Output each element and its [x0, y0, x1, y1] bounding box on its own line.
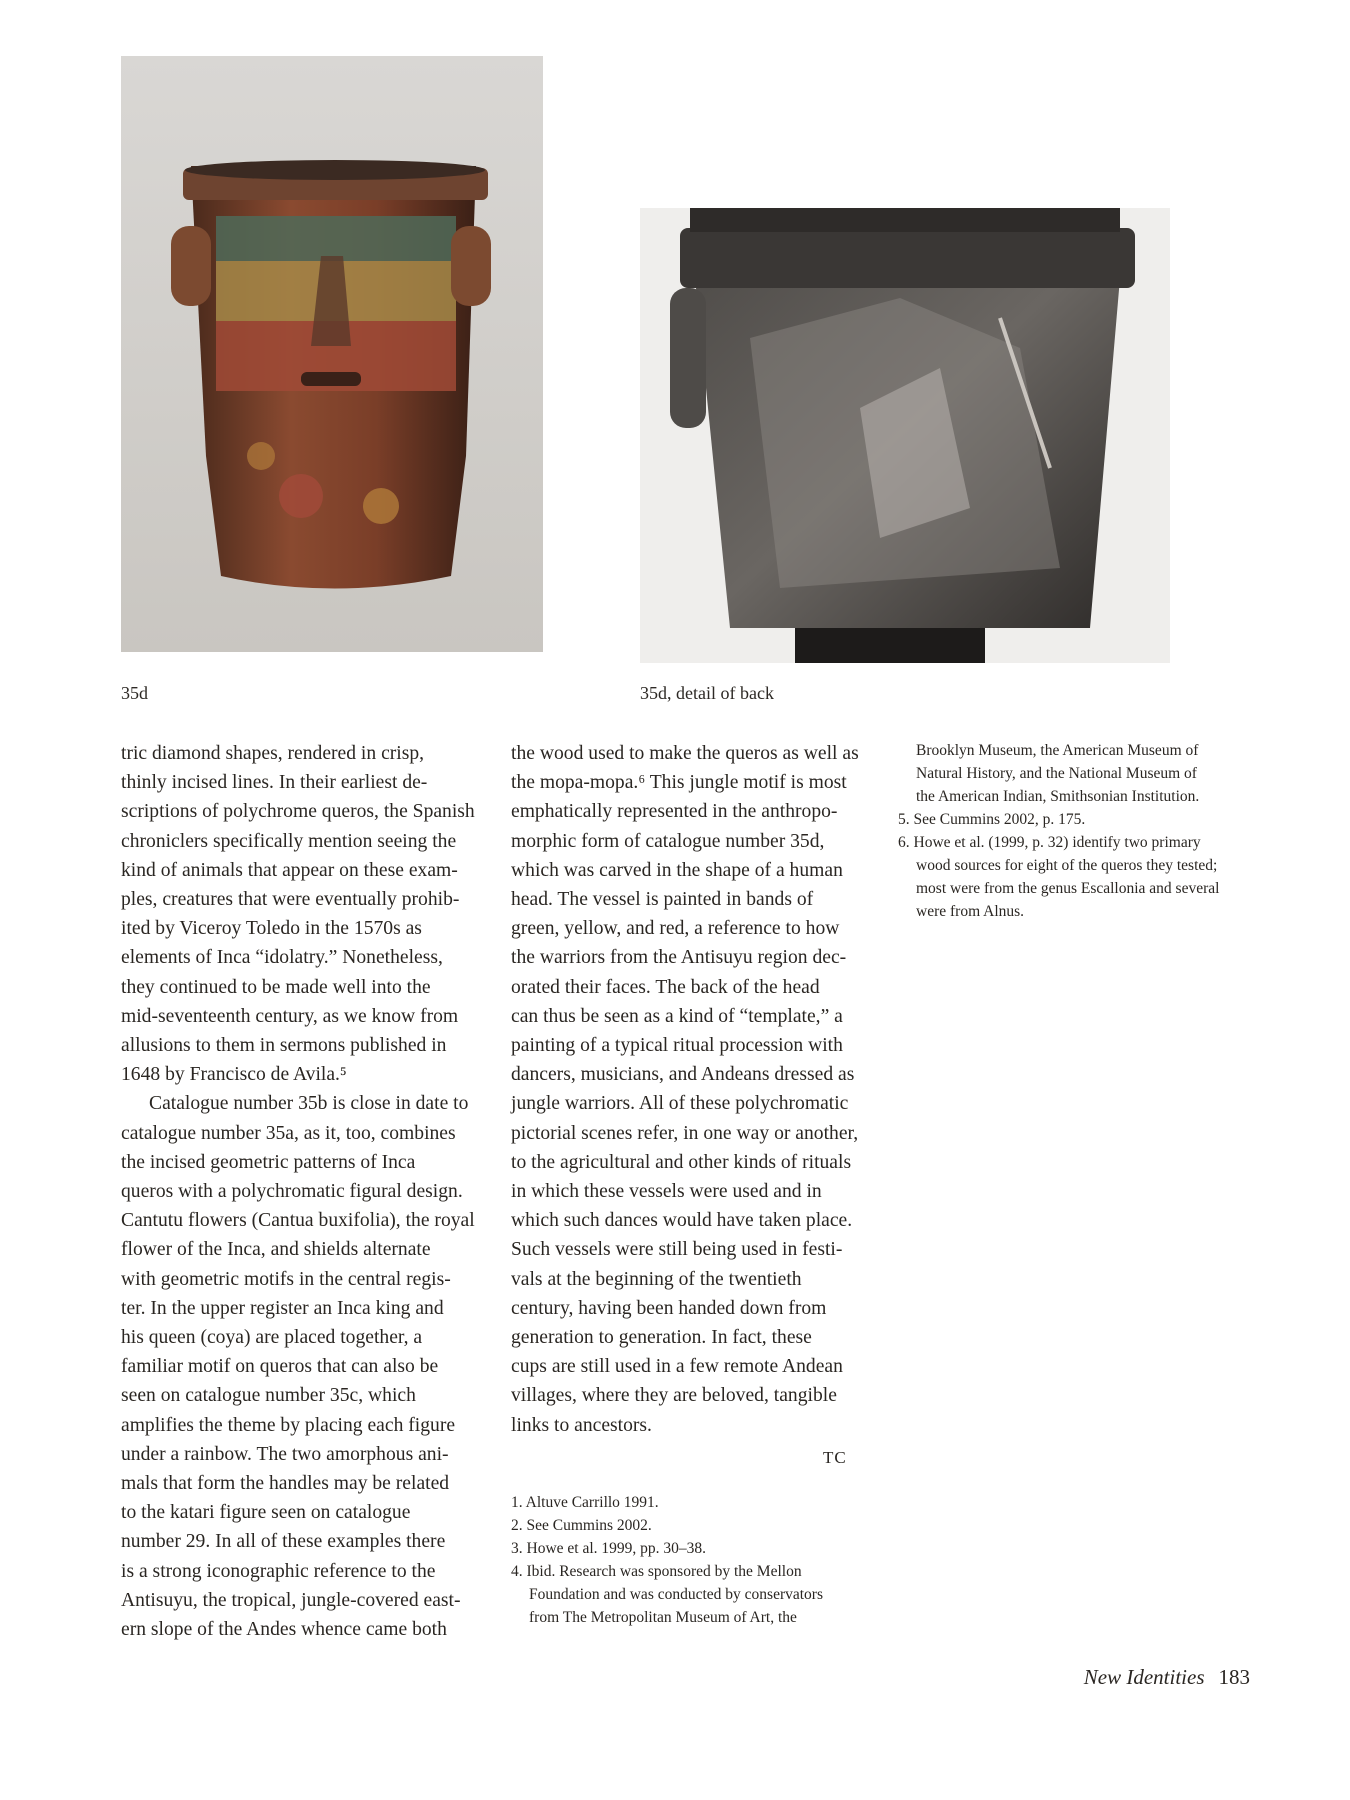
paragraph-1: [121, 739, 473, 1089]
text-line: emphatically represented in the anthropo-: [511, 801, 838, 823]
text-line: flower of the Inca, and shields alternate: [121, 1239, 431, 1261]
endnote-text: were from Alnus.: [916, 903, 1025, 920]
text-line: allusions to them in sermons published in: [121, 1035, 447, 1057]
endnotes-continued: [898, 739, 1248, 923]
text-line: is a strong iconographic reference to the: [121, 1560, 436, 1582]
endnote-text: Howe et al. 1999, pp. 30–38.: [526, 1540, 707, 1557]
text-line: the mopa-mopa.⁶ This jungle motif is most: [511, 772, 847, 794]
endnote-text: Natural History, and the National Museum of: [916, 765, 1197, 782]
text-line: thinly incised lines. In their earliest de-: [121, 772, 428, 794]
endnote-text: the American Indian, Smithsonian Institution.: [916, 788, 1200, 805]
text-line: scriptions of polychrome queros, the Spanish: [121, 801, 475, 823]
endnote-text: See Cummins 2002.: [526, 1517, 652, 1534]
endnote-text: Ibid. Research was sponsored by the Mellon: [526, 1563, 802, 1580]
text-line: amplifies the theme by placing each figure: [121, 1414, 456, 1436]
endnote-number: 5.: [898, 811, 910, 828]
text-line: links to ancestors.: [511, 1414, 652, 1436]
endnote: [511, 1491, 871, 1514]
text-line: morphic form of catalogue number 35d,: [511, 830, 825, 852]
text-line: number 29. In all of these examples there: [121, 1531, 446, 1553]
text-line: the incised geometric patterns of Inca: [121, 1151, 416, 1173]
text-line: generation to generation. In fact, these: [511, 1327, 812, 1349]
text-line: kind of animals that appear on these exam-: [121, 859, 458, 881]
body-column-1: [121, 739, 473, 1644]
text-line: Catalogue number 35b is close in date to: [149, 1093, 469, 1115]
text-line: mals that form the handles may be related: [121, 1473, 450, 1495]
text-line: ited by Viceroy Toledo in the 1570s as: [121, 918, 422, 940]
figure-caption-left: 35d: [121, 683, 148, 703]
text-line: which was carved in the shape of a human: [511, 859, 843, 881]
paragraph-2: [121, 1089, 473, 1644]
endnote-text: Foundation and was conducted by conservators: [529, 1586, 824, 1603]
text-line: Antisuyu, the tropical, jungle-covered east-: [121, 1589, 461, 1611]
endnote-text: wood sources for eight of the queros they tested;: [916, 857, 1218, 874]
text-line: ples, creatures that were eventually prohib-: [121, 889, 460, 911]
text-line: villages, where they are beloved, tangible: [511, 1385, 837, 1407]
text-line: his queen (coya) are placed together, a: [121, 1327, 423, 1349]
text-line: green, yellow, and red, a reference to how: [511, 918, 840, 940]
text-line: Such vessels were still being used in festi-: [511, 1239, 843, 1261]
text-line: which such dances would have taken place.: [511, 1210, 853, 1232]
endnote-text: Altuve Carrillo 1991.: [525, 1494, 659, 1511]
page-footer: [1084, 1665, 1250, 1690]
endnote-number: 3.: [511, 1540, 523, 1557]
text-line: head. The vessel is painted in bands of: [511, 889, 814, 911]
text-line: ern slope of the Andes whence came both: [121, 1619, 447, 1641]
text-line: 1648 by Francisco de Avila.⁵: [121, 1064, 347, 1086]
endnote-text: most were from the genus Escallonia and several: [916, 880, 1220, 897]
text-line: jungle warriors. All of these polychromatic: [511, 1093, 849, 1115]
endnote-number: 2.: [511, 1517, 523, 1534]
text-line: familiar motif on queros that can also be: [121, 1356, 439, 1378]
text-line: mid-seventeenth century, as we know from: [121, 1005, 459, 1027]
endnote: [511, 1537, 871, 1560]
text-line: seen on catalogue number 35c, which: [121, 1385, 416, 1407]
text-line: to the agricultural and other kinds of rituals: [511, 1151, 852, 1173]
endnotes-list: [511, 1491, 871, 1629]
text-line: catalogue number 35a, as it, too, combines: [121, 1122, 456, 1144]
endnote-text: See Cummins 2002, p. 175.: [913, 811, 1086, 828]
text-line: the warriors from the Antisuyu region dec-: [511, 947, 847, 969]
running-title: New Identities: [1083, 1665, 1205, 1689]
text-line: orated their faces. The back of the head: [511, 976, 820, 998]
endnote: [511, 1560, 871, 1583]
text-line: century, having been handed down from: [511, 1297, 827, 1319]
text-line: chroniclers specifically mention seeing the: [121, 830, 457, 852]
text-line: under a rainbow. The two amorphous ani-: [121, 1443, 449, 1465]
endnote-text: Howe et al. (1999, p. 32) identify two primary: [913, 834, 1201, 851]
endnote: [511, 1514, 871, 1537]
text-line: tric diamond shapes, rendered in crisp,: [121, 743, 425, 764]
text-line: queros with a polychromatic figural design.: [121, 1181, 463, 1203]
text-line: elements of Inca “idolatry.” Nonetheless,: [121, 947, 443, 969]
text-line: can thus be seen as a kind of “template,” a: [511, 1005, 843, 1027]
endnote-text: from The Metropolitan Museum of Art, the: [529, 1609, 797, 1626]
text-line: the wood used to make the queros as well as: [511, 743, 859, 764]
figure-caption-right: 35d, detail of back: [640, 683, 774, 703]
page-number: 183: [1218, 1665, 1250, 1689]
qero-back-detail-photo: [640, 208, 1170, 663]
text-line: Cantutu flowers (Cantua buxifolia), the royal: [121, 1210, 475, 1232]
endnote-text: Brooklyn Museum, the American Museum of: [916, 742, 1199, 759]
endnote-number: 4.: [511, 1563, 523, 1580]
text-line: dancers, musicians, and Andeans dressed as: [511, 1064, 855, 1086]
text-line: vals at the beginning of the twentieth: [511, 1268, 802, 1290]
endnote-number: 1.: [511, 1494, 523, 1511]
endnote: [898, 831, 1248, 854]
text-line: to the katari figure seen on catalogue: [121, 1502, 411, 1524]
author-initials: TC: [823, 1448, 847, 1467]
text-line: they continued to be made well into the: [121, 976, 431, 998]
paragraph-3: [511, 739, 868, 1440]
endnote: [898, 808, 1248, 831]
text-line: with geometric motifs in the central regis-: [121, 1268, 451, 1290]
endnote-number: 6.: [898, 834, 910, 851]
text-line: painting of a typical ritual procession with: [511, 1035, 843, 1057]
qero-head-photo: [121, 56, 543, 652]
body-column-2: [511, 739, 868, 1440]
text-line: ter. In the upper register an Inca king and: [121, 1297, 444, 1319]
text-line: pictorial scenes refer, in one way or another,: [511, 1122, 859, 1144]
text-line: in which these vessels were used and in: [511, 1181, 822, 1203]
text-line: cups are still used in a few remote Andean: [511, 1356, 843, 1378]
